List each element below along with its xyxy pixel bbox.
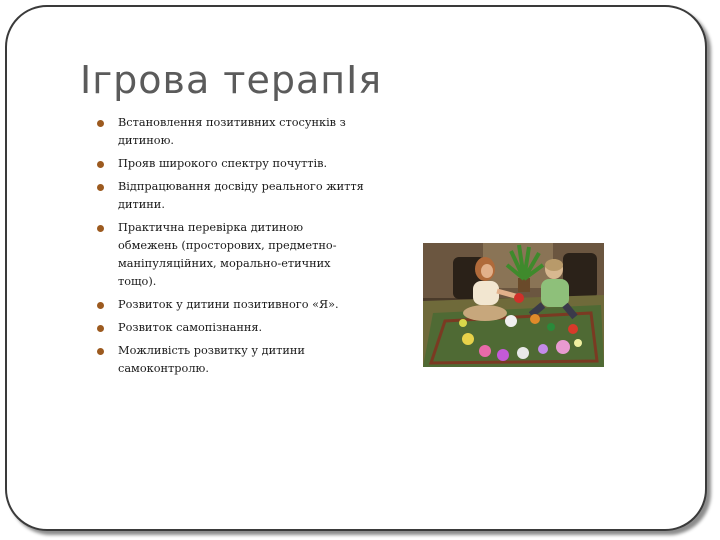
bullet-icon bbox=[97, 184, 104, 191]
bullet-icon bbox=[97, 225, 104, 232]
bullet-item bbox=[97, 342, 365, 378]
bullet-item bbox=[97, 296, 365, 314]
slide-title: Ігрова терапІя bbox=[80, 58, 383, 102]
bullet-text: Практична перевірка дитиною обмежень (просторових, предметно-маніпуляційних, морально-етичних тощо). bbox=[118, 221, 337, 288]
bullet-text: Встановлення позитивних стосунків з дитиною. bbox=[118, 116, 346, 147]
bullet-text: Прояв широкого спектру почуттів. bbox=[118, 157, 328, 170]
bullet-icon bbox=[97, 120, 104, 127]
bullet-item bbox=[97, 319, 365, 337]
bullet-icon bbox=[97, 325, 104, 332]
bullet-text: Відпрацювання досвіду реального життя дитини. bbox=[118, 180, 364, 211]
bullet-text: Розвиток у дитини позитивного «Я». bbox=[118, 298, 339, 311]
play-therapy-photo bbox=[423, 243, 604, 367]
bullet-icon bbox=[97, 302, 104, 309]
bullet-icon bbox=[97, 161, 104, 168]
bullet-icon bbox=[97, 348, 104, 355]
bullet-item bbox=[97, 178, 365, 214]
bullet-item bbox=[97, 219, 365, 291]
bullet-list bbox=[97, 114, 365, 383]
bullet-text: Можливість розвитку у дитини самоконтролю. bbox=[118, 344, 305, 375]
bullet-item bbox=[97, 114, 365, 150]
bullet-text: Розвиток самопізнання. bbox=[118, 321, 263, 334]
bullet-item bbox=[97, 155, 365, 173]
